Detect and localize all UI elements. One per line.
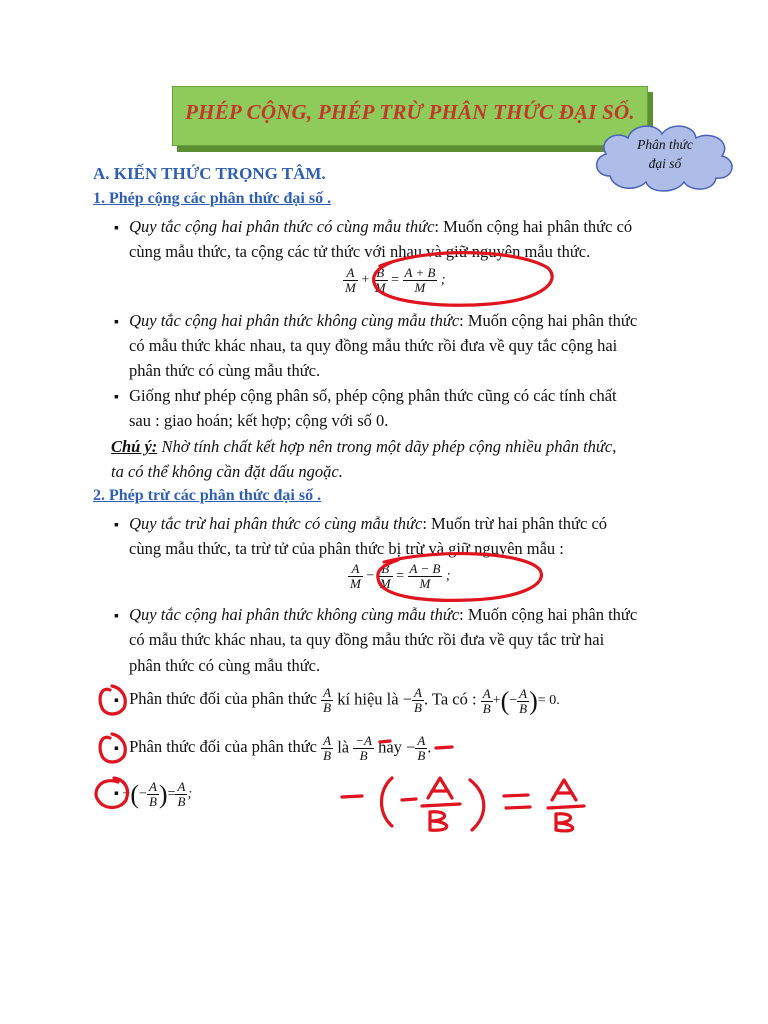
bullet-icon: ▪ xyxy=(114,741,119,757)
rule-text-line: phân thức có cùng mẫu thức. xyxy=(129,656,321,675)
fraction-a-m: $\frac{A}{M}$ xyxy=(345,265,356,295)
fraction-b-m: $\frac{B}{M}$ xyxy=(379,561,391,591)
rule-text: : Muốn cộng hai phân thức xyxy=(459,311,638,330)
formula-subtraction xyxy=(348,562,451,591)
minus-sign: − xyxy=(366,568,375,584)
rule-add-same-denominator xyxy=(114,214,684,241)
fraction-a-b: $\frac{A}{B}$ xyxy=(177,779,186,809)
note-paragraph xyxy=(111,434,691,459)
section-a-heading: A. KIẾN THỨC TRỌNG TÂM. xyxy=(93,164,326,183)
note-text-line: ta có thể không cần đặt dấu ngoặc. xyxy=(111,462,343,481)
fraction-a-b: $\frac{A}{B}$ xyxy=(519,685,528,716)
bullet-icon: ▪ xyxy=(114,315,119,330)
opposite-fraction-definition: ▪ Phân thức đối của phân thức $\frac{A}{B}$ kí hiệu là − $\frac{A}{B}$ . Ta có : $\frac{A}{B}$ +(− $\frac{A}{B}$ )= 0. xyxy=(114,685,560,716)
bullet-icon: ▪ xyxy=(114,609,119,624)
ink-letter-a-2 xyxy=(552,780,576,800)
equals-sign: = xyxy=(396,568,404,584)
rule-text-line: có mẫu thức khác nhau, ta quy đồng mẫu thức rồi đưa về quy tắc cộng hai xyxy=(129,336,618,355)
rule-text: : Muốn cộng hai phân thức xyxy=(459,605,638,624)
fraction-a-b: $\frac{A}{B}$ xyxy=(482,685,491,716)
ink-stroke-minus-2 xyxy=(436,747,452,748)
rule-text: : Muốn cộng hai phân thức có xyxy=(434,217,633,236)
note-label: Chú ý: xyxy=(111,437,158,456)
rule-text: : Muốn trừ hai phân thức có xyxy=(422,514,608,533)
cloud-text xyxy=(590,135,740,173)
rule-text-line: phân thức có cùng mẫu thức. xyxy=(129,361,321,380)
fraction-a-b: $\frac{A}{B}$ xyxy=(323,733,332,763)
ink-equals-bottom xyxy=(506,807,530,808)
ink-close-paren xyxy=(470,780,484,830)
ink-equals-top xyxy=(504,795,528,796)
fraction-neg-a-b: $\frac{A}{B}$ xyxy=(417,733,426,763)
rule-text-line: có mẫu thức khác nhau, ta quy đồng mẫu thức rồi đưa về quy tắc trừ hai xyxy=(129,630,605,649)
rule-text-line: cùng mẫu thức, ta cộng các tử thức với nhau và giữ nguyên mẫu thức. xyxy=(129,242,591,261)
ink-letter-b-2 xyxy=(556,814,573,831)
properties-paragraph xyxy=(114,383,684,410)
fraction-a-m: $\frac{A}{M}$ xyxy=(350,561,361,591)
ink-open-paren xyxy=(382,778,393,826)
bullet-icon: ▪ xyxy=(114,693,119,709)
definition-text: Phân thức đối của phân thức xyxy=(129,689,317,709)
definition-text: . Ta có : xyxy=(423,689,477,709)
fraction-a-b: $\frac{A}{B}$ xyxy=(148,779,157,809)
subsection-1-heading: 1. Phép cộng các phân thức đại số . xyxy=(93,190,332,207)
rule-name: Quy tắc cộng hai phân thức không cùng mẫu thức xyxy=(129,605,460,624)
rule-subtract-different-denominator xyxy=(114,602,684,629)
fraction-sum: $\frac{A + B}{M}$ xyxy=(404,265,436,295)
properties-text: Giống như phép cộng phân số, phép cộng phân thức cũng có các tính chất xyxy=(129,386,617,405)
bullet-icon: ▪ xyxy=(114,786,119,802)
definition-text: kí hiệu là xyxy=(337,689,399,709)
rule-add-different-denominator xyxy=(114,308,684,335)
bullet-icon: ▪ xyxy=(114,518,119,533)
ink-minus-sign xyxy=(342,796,362,797)
page-title: PHÉP CỘNG, PHÉP TRỪ PHÂN THỨC ĐẠI SỐ. xyxy=(185,100,635,124)
bullet-icon: ▪ xyxy=(114,390,119,405)
double-negation-formula: ▪ −(− $\frac{A}{B}$ )= $\frac{A}{B}$ ; xyxy=(114,779,193,809)
rule-name: Quy tắc cộng hai phân thức có cùng mẫu thức xyxy=(129,217,435,236)
bullet-icon: ▪ xyxy=(114,221,119,236)
title-banner xyxy=(172,86,648,146)
fraction-difference: $\frac{A - B}{M}$ xyxy=(409,561,441,591)
cloud-line-1: Phân thức xyxy=(637,137,693,152)
formula-addition xyxy=(343,266,446,295)
opposite-fraction-notation: ▪ Phân thức đối của phân thức $\frac{A}{B}$ là $\frac{-A}{B}$ hay − $\frac{A}{B}$ . xyxy=(114,733,432,763)
semicolon: ; xyxy=(440,272,446,288)
notation-text: hay xyxy=(378,737,402,757)
fraction-b-m: $\frac{B}{M}$ xyxy=(374,265,386,295)
subsection-2-heading: 2. Phép trừ các phân thức đại số . xyxy=(93,487,322,504)
properties-text-line: sau : giao hoán; kết hợp; cộng với số 0. xyxy=(129,411,389,430)
ink-inner-minus xyxy=(402,799,416,800)
rule-subtract-same-denominator xyxy=(114,511,684,538)
equals-sign: = xyxy=(391,272,399,288)
fraction-a-b: $\frac{A}{B}$ xyxy=(323,685,332,715)
notation-text: là xyxy=(337,737,350,757)
fraction-neg-a-b: $\frac{A}{B}$ xyxy=(414,685,422,715)
plus-sign: + xyxy=(361,272,370,288)
semicolon: ; xyxy=(445,568,451,584)
rule-name: Quy tắc cộng hai phân thức không cùng mẫu thức xyxy=(129,311,460,330)
fraction-neg-a-b: $\frac{-A}{B}$ xyxy=(355,733,372,763)
rule-text-line: cùng mẫu thức, ta trừ tử của phân thức bị trừ và giữ nguyên mẫu : xyxy=(129,539,564,558)
ink-fraction-bar-1 xyxy=(422,804,460,806)
note-text: Nhờ tính chất kết hợp nên trong một dãy phép cộng nhiều phân thức, xyxy=(157,437,617,456)
ink-letter-b-1 xyxy=(430,812,447,831)
cloud-line-2: đại số xyxy=(648,156,682,171)
ink-letter-a-1 xyxy=(428,778,452,798)
ink-fraction-bar-2 xyxy=(548,806,584,808)
cloud-callout xyxy=(590,118,740,194)
notation-text: Phân thức đối của phân thức xyxy=(129,737,317,757)
rule-name: Quy tắc trừ hai phân thức có cùng mẫu thức xyxy=(129,514,423,533)
